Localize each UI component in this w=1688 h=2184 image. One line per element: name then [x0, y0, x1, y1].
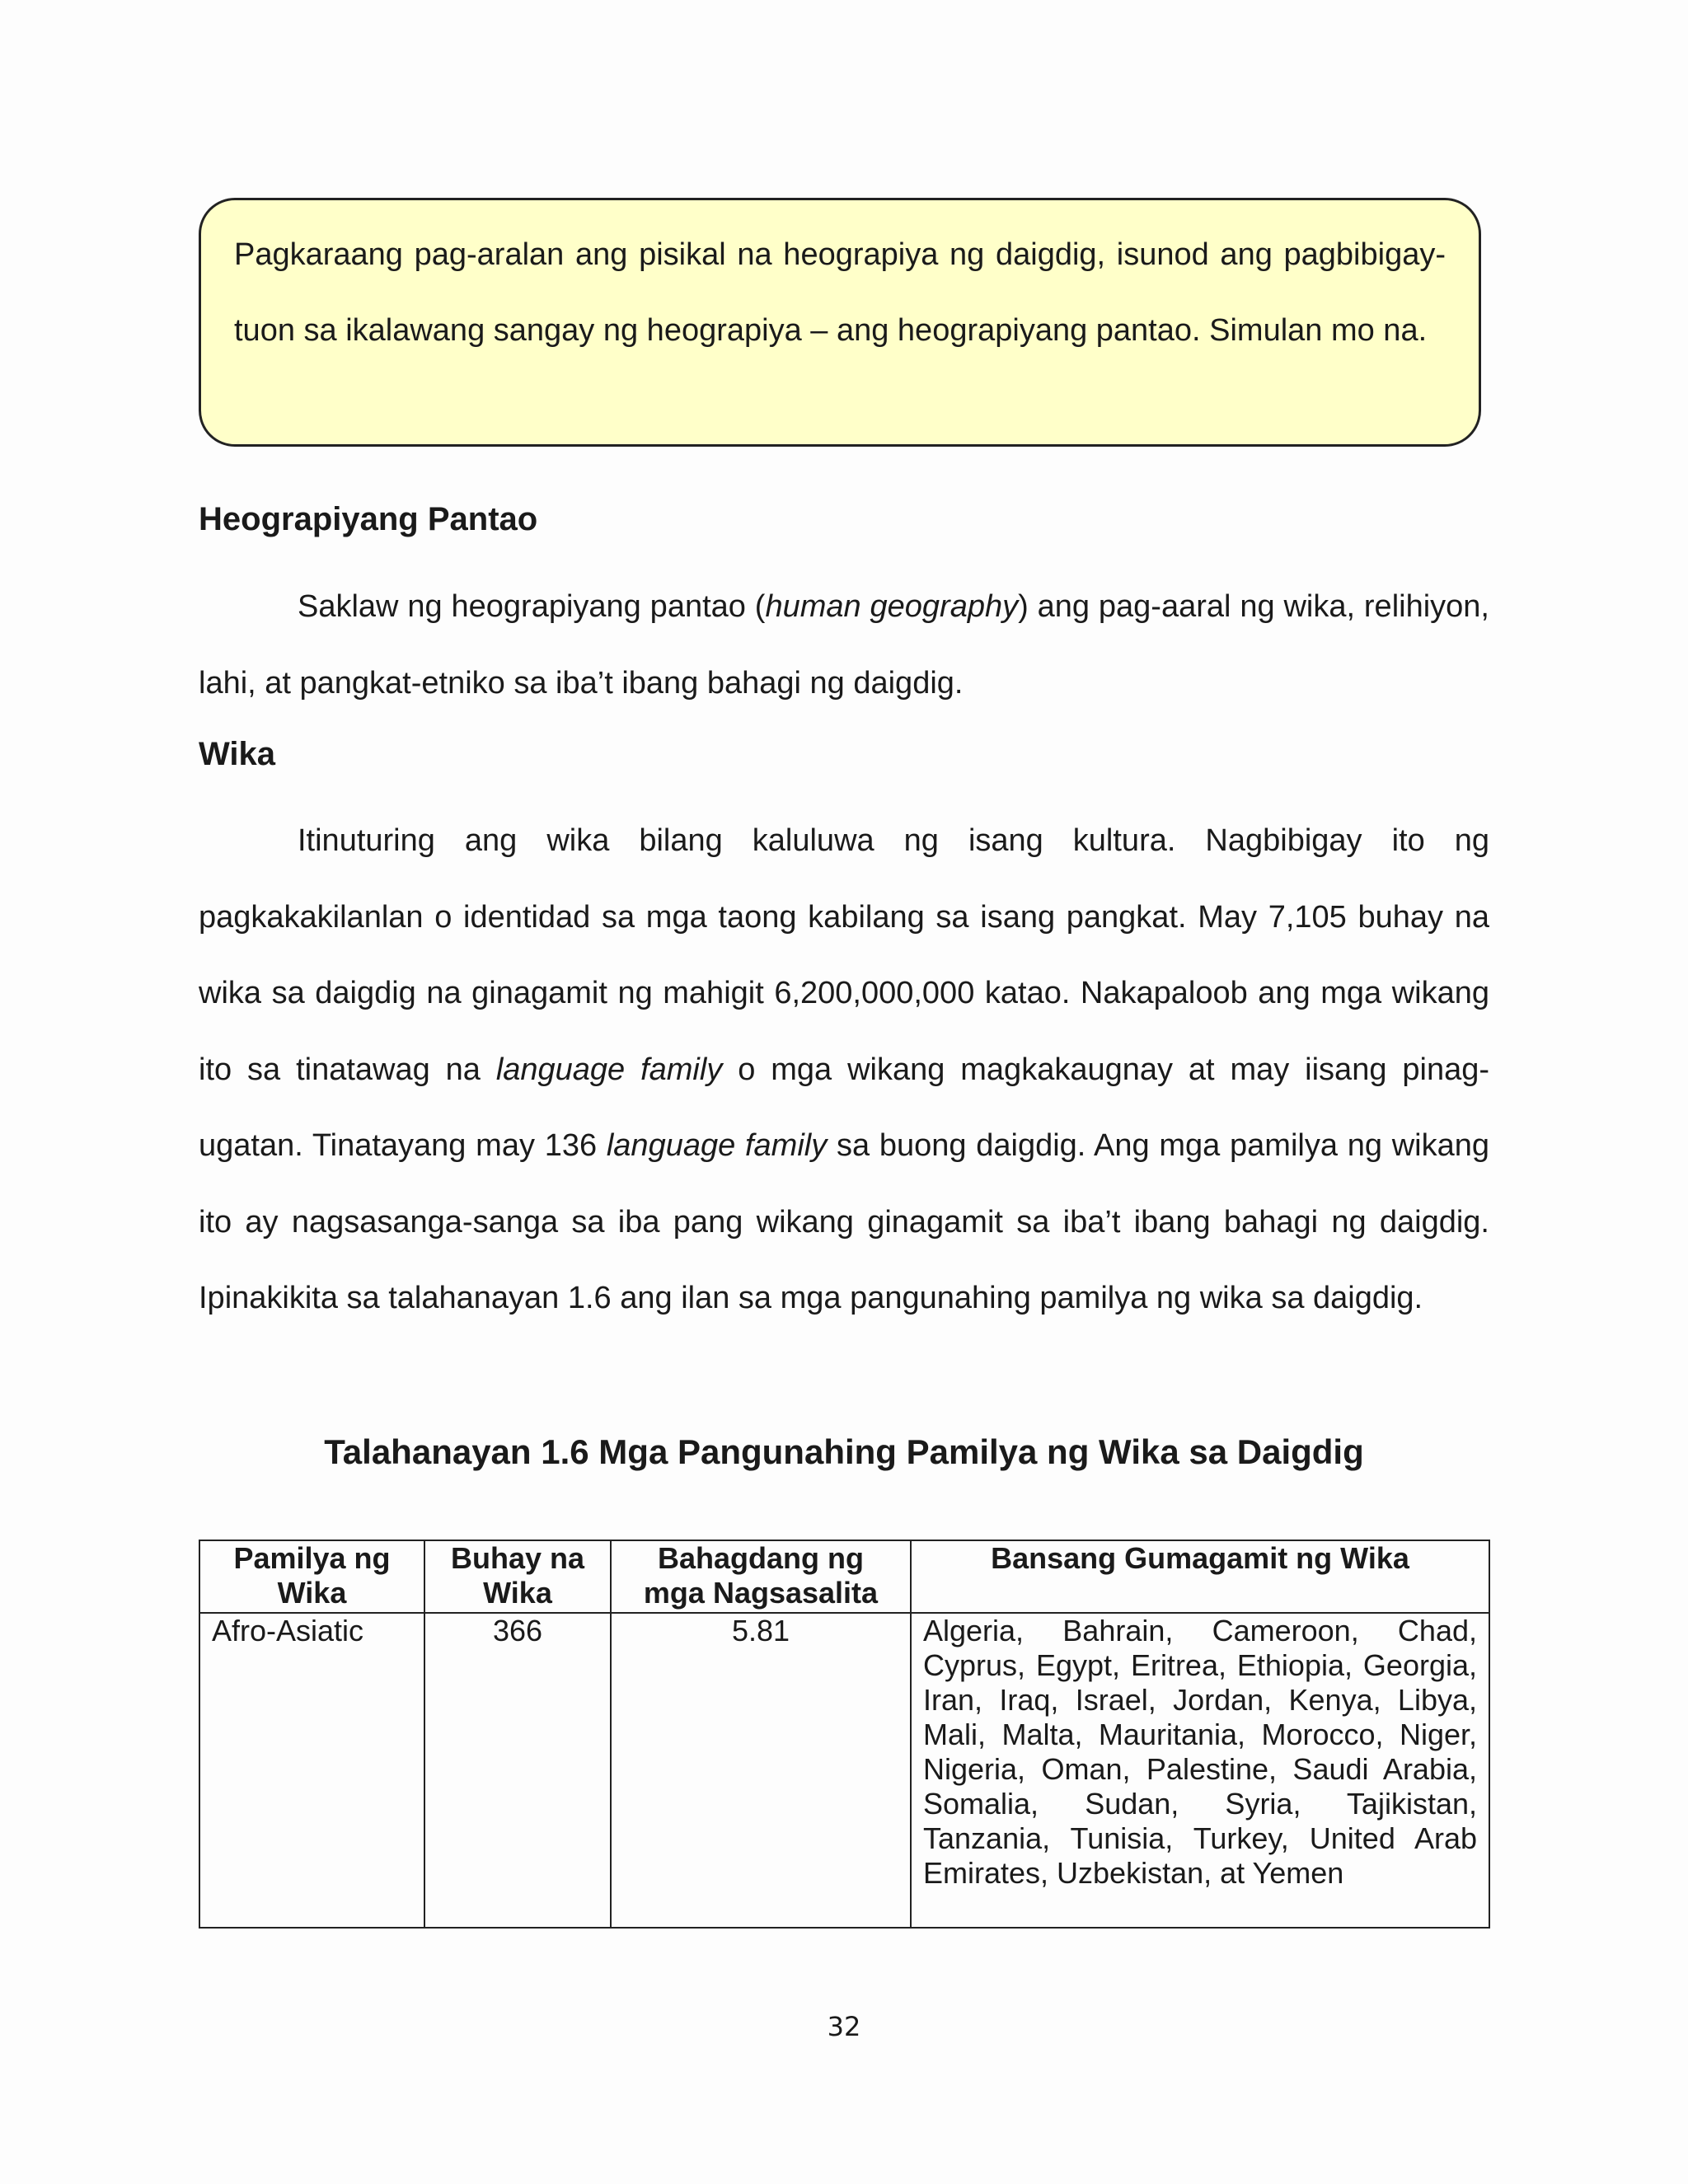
paragraph-text-part3: sa buong daigdig. Ang mga pamilya ng wikang ito ay nagsasanga-sanga sa iba pang wikang ginagamit sa iba’t ibang bahagi ng daigdig. Ipinakikita sa talahanayan 1.6 ang ilan sa mga pangunahing pamilya ng wika sa daigdig. [199, 1128, 1489, 1315]
table-header-row [199, 1540, 1489, 1613]
language-family-table [199, 1540, 1490, 1929]
section-heading-wika: Wika [199, 736, 276, 772]
paragraph-italic-term: human geography [765, 589, 1019, 624]
callout-text: Pagkaraang pag-aralan ang pisikal na heograpiya ng daigdig, isunod ang pagbibigay-tuon sa ikalawang sangay ng heograpiya – ang heograpiyang pantao. Simulan mo na. [234, 237, 1446, 348]
paragraph-italic-term-1: language family [495, 1052, 723, 1087]
section-heading-heograpiyang-pantao: Heograpiyang Pantao [199, 501, 538, 537]
header-bahagdang: Bahagdang ng mga Nagsasalita [611, 1540, 911, 1613]
header-bansang-gumagamit: Bansang Gumagamit ng Wika [911, 1540, 1489, 1613]
table-title: Talahanayan 1.6 Mga Pangunahing Pamilya ng Wika sa Daigdig [324, 1432, 1364, 1471]
cell-percent-speakers: 5.81 [611, 1613, 911, 1928]
page-number: 32 [827, 2011, 861, 2042]
paragraph-text-start: Saklaw ng heograpiyang pantao ( [298, 589, 766, 624]
table-row [199, 1613, 1489, 1928]
paragraph-italic-term-2: language family [606, 1128, 828, 1163]
cell-family: Afro-Asiatic [199, 1613, 424, 1928]
intro-callout-box [199, 198, 1481, 447]
header-buhay-na-wika: Buhay na Wika [424, 1540, 611, 1613]
paragraph-human-geography [199, 569, 1489, 721]
paragraph-text-part2: o mga wikang magkakaugnay at may iisang pinag-ugatan. Tinatayang may 136 [199, 1052, 1489, 1163]
header-pamilya-ng-wika: Pamilya ng Wika [199, 1540, 424, 1613]
paragraph-text-end: ) ang pag-aaral ng wika, relihiyon, lahi, at pangkat-etniko sa iba’t ibang bahagi ng daigdig. [199, 589, 1489, 701]
cell-living-languages: 366 [424, 1613, 611, 1928]
paragraph-text-part1: Itinuturing ang wika bilang kaluluwa ng isang kultura. Nagbibigay ito ng pagkakakilanlan o identidad sa mga taong kabilang sa isang pangkat. May 7,105 buhay na wika sa daigdig na ginagamit ng mahigit 6,200,000,000 katao. Nakapaloob ang mga wikang ito sa tinatawag na [199, 823, 1489, 1087]
paragraph-wika [199, 803, 1489, 1337]
cell-countries: Algeria, Bahrain, Cameroon, Chad, Cyprus, Egypt, Eritrea, Ethiopia, Georgia, Iran, Iraq, Israel, Jordan, Kenya, Libya, Mali, Malta, Mauritania, Morocco, Niger, Nigeria, Oman, Palestine, Saudi Arabia, Somalia, Sudan, Syria, Tajikistan, Tanzania, Tunisia, Turkey, United Arab Emirates, Uzbekistan, at Yemen [911, 1613, 1489, 1928]
